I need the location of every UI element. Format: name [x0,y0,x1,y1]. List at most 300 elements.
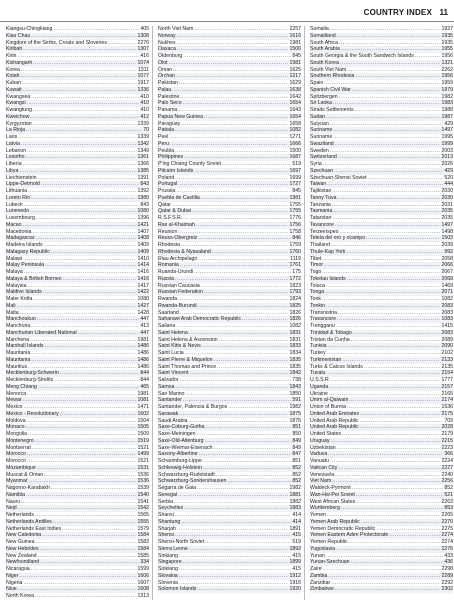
entry-page-number: 1077 [137,73,149,80]
index-entry [6,526,149,533]
entry-country-name: Mali [6,302,16,309]
entry-country-name: Luxembourg [6,215,35,221]
dot-leader [353,330,441,337]
index-entry [158,458,301,465]
dot-leader [21,499,136,506]
index-entry [310,215,453,222]
entry-country-name: Suiyuan [310,120,329,127]
entry-country-name: Saxe-Coburg-Gotha [158,424,205,431]
dot-leader [54,377,139,384]
index-entry [6,485,149,492]
entry-country-name: Zaire [310,566,322,572]
dot-leader [338,465,440,472]
index-entry [310,168,453,175]
dot-leader [329,384,440,391]
entry-country-name: Nicaragua [6,566,30,572]
dot-leader [181,519,291,526]
entry-country-name: Paraguay [158,120,181,127]
entry-country-name: Szechuan-Shensi Soviet [310,174,367,181]
entry-country-name: Olot [158,59,168,66]
index-entry [158,87,301,94]
dot-leader [334,168,443,175]
index-entry [310,546,453,553]
index-columns [6,26,453,600]
entry-country-name: Patiala [158,127,174,134]
dot-leader [332,478,440,485]
entry-page-number: 844 [140,377,149,383]
entry-country-name: Malaya & British Borneo [6,275,62,282]
dot-leader [349,539,441,546]
dot-leader [349,397,440,404]
dot-leader [178,181,288,188]
index-entry [158,175,301,182]
index-entry [158,60,301,67]
index-entry [158,445,301,452]
index-entry [158,289,301,296]
index-entry [158,296,301,303]
entry-country-name: Uganda [310,383,329,390]
entry-page-number: 1555 [137,518,149,525]
index-entry [310,242,453,249]
entry-country-name: Lithuania [6,188,28,194]
index-entry [310,431,453,438]
entry-country-name: Reuss-Obergreiz [158,235,198,242]
entry-page-number: 2102 [441,350,453,356]
dot-leader [327,512,440,519]
entry-page-number: 1585 [137,552,149,559]
dot-leader [26,127,142,134]
index-entry [310,397,453,404]
index-entry [310,586,453,593]
dot-leader [366,235,440,242]
entry-country-name: Marchena [6,336,30,343]
index-entry [158,303,301,310]
dot-leader [63,276,137,283]
index-entry [6,337,149,344]
entry-country-name: Santander [158,397,182,404]
index-entry [158,499,301,506]
dot-leader [30,114,139,121]
entry-country-name: United Arab Republic [310,424,359,431]
index-entry [158,418,301,425]
entry-page-number: 2026 [441,161,453,167]
dot-leader [172,87,288,94]
index-entry [158,148,301,155]
entry-page-number: 1982 [441,93,453,100]
entry-country-name: Slovakia [158,572,178,579]
entry-page-number: 1579 [137,525,149,532]
dot-leader [33,107,139,114]
dot-leader [186,391,289,398]
entry-page-number: 1981 [289,194,301,201]
entry-country-name: Malay Peninsula [6,262,45,269]
entry-country-name: Saxe-Old-Altenburg [158,437,204,444]
entry-page-number: 1882 [289,498,301,505]
entry-page-number: 1408 [137,235,149,242]
index-entry [158,370,301,377]
index-entry [310,276,453,283]
entry-country-name: Venezuela [310,471,335,478]
dot-leader [28,188,136,195]
entry-page-number: 1503 [441,235,453,242]
entry-country-name: Papua New Guinea [158,113,203,120]
index-entry [310,202,453,209]
entry-country-name: Newfoundland [6,559,40,566]
dot-leader [217,364,288,371]
dot-leader [53,26,139,33]
dot-leader [201,195,289,202]
entry-page-number: 2262 [441,66,453,73]
entry-country-name: Qatar & Dubai [158,208,191,215]
index-entry [158,121,301,128]
dot-leader [51,249,137,256]
entry-country-name: Tristan da Cunha [310,336,350,343]
entry-page-number: 1366 [137,161,149,167]
index-entry [310,384,453,391]
index-entry [158,53,301,60]
header-title: COUNTRY INDEX [363,8,432,17]
index-entry [310,370,453,377]
dot-leader [322,269,440,276]
index-entry [310,161,453,168]
index-entry [158,377,301,384]
entry-country-name: Mauritania [6,350,31,356]
entry-page-number: 70 [143,127,149,134]
index-entry [6,283,149,290]
entry-page-number: 447 [140,316,149,323]
entry-page-number: 847 [292,451,301,458]
entry-page-number: 1416 [137,269,149,275]
entry-page-number: 1531 [137,464,149,471]
entry-country-name: Taiwan [310,181,327,188]
entry-page-number: 846 [292,235,301,242]
index-entry [158,553,301,560]
dot-leader [330,26,441,33]
entry-country-name: Rhodesia & Nyasaland [158,248,211,255]
entry-country-name: Union of Burma [310,404,347,410]
dot-leader [31,350,136,357]
entry-page-number: 2224 [441,458,453,464]
entry-country-name: Niue [6,586,17,593]
entry-country-name: Tajikistan [310,188,332,194]
entry-country-name: Spanish Civil War [310,86,351,93]
index-entry [6,67,149,74]
entry-country-name: Suriname [310,127,333,134]
entry-country-name: Yemen Republic [310,539,348,545]
entry-country-name: New Hebrides [6,545,39,552]
entry-page-number: 1654 [289,100,301,107]
index-entry [158,580,301,587]
entry-country-name: South Africa [310,39,338,46]
entry-page-number: 429 [444,167,453,174]
entry-page-number: 1756 [289,221,301,228]
entry-country-name: Kuban [6,80,22,86]
dot-leader [35,593,136,600]
dot-leader [60,370,140,377]
entry-page-number: 1875 [289,410,301,417]
dot-leader [183,397,291,404]
dot-leader [27,148,136,155]
index-entry [6,60,149,67]
index-entry [310,451,453,458]
index-entry [158,80,301,87]
entry-page-number: 1638 [289,86,301,93]
entry-country-name: Somalia [310,26,329,32]
entry-page-number: 2227 [441,464,453,471]
dot-leader [177,33,289,40]
entry-page-number: 1396 [137,215,149,221]
index-entry [158,330,301,337]
entry-page-number: 1565 [137,512,149,518]
entry-page-number: 1995 [441,134,453,140]
index-entry [310,181,453,188]
entry-country-name: Russian Caucasia [158,282,200,289]
dot-leader [17,303,137,310]
dot-leader [335,141,441,148]
entry-country-name: Tuvalu [310,370,326,377]
entry-page-number: 1761 [289,262,301,269]
entry-page-number: 1772 [289,275,301,282]
index-entry [310,323,453,330]
entry-page-number: 1082 [289,127,301,134]
dot-leader [35,438,137,445]
dot-leader [175,532,291,539]
index-entry [310,478,453,485]
entry-country-name: Saint Lucia [158,350,184,356]
entry-page-number: 1308 [137,32,149,39]
dot-leader [197,485,288,492]
entry-country-name: Tokelau Islands [310,275,346,282]
dot-leader [326,370,440,377]
dot-leader [204,289,288,296]
index-entry [310,438,453,445]
index-entry [158,222,301,229]
entry-country-name: Lunenedo [6,208,30,215]
dot-leader [28,431,136,438]
index-entry [6,269,149,276]
index-entry [158,546,301,553]
entry-page-number: 844 [140,370,149,377]
index-entry [310,53,453,60]
dot-leader [173,67,288,74]
dot-leader [228,404,288,411]
entry-page-number: 2302 [441,586,453,593]
dot-leader [335,586,441,593]
dot-leader [219,337,289,344]
index-entry [6,215,149,222]
entry-country-name: Sinkiang [158,566,178,572]
dot-leader [242,316,288,323]
entry-page-number: 1536 [441,404,453,410]
entry-page-number: 1422 [137,289,149,296]
entry-page-number: 843 [140,201,149,208]
dot-leader [216,472,292,479]
entry-country-name: Tonkin [310,302,325,309]
page-number: 11 [439,8,448,17]
index-entry [158,215,301,222]
entry-country-name: Latvia [6,140,20,147]
dot-leader [18,505,137,512]
dot-leader [60,411,137,418]
entry-country-name: Transnistria [310,309,337,316]
entry-country-name: Norway [158,32,176,39]
dot-leader [31,94,139,101]
dot-leader [23,580,136,587]
dot-leader [23,222,137,229]
entry-page-number: 1336 [137,86,149,93]
entry-page-number: 1824 [289,296,301,302]
index-entry [6,73,149,80]
entry-country-name: Meng Chiang [6,383,37,390]
entry-page-number: 2083 [441,329,453,336]
entry-page-number: 1486 [137,356,149,363]
entry-page-number: 1428 [137,309,149,316]
dot-leader [177,46,289,53]
index-entry [6,188,149,195]
index-entry [158,107,301,114]
entry-country-name: Serbia [158,498,173,505]
dot-leader [197,586,288,593]
index-entry [158,316,301,323]
index-entry [158,451,301,458]
entry-country-name: Malaya [6,269,23,275]
index-entry [6,465,149,472]
dot-leader [18,134,136,141]
dot-leader [180,310,289,317]
dot-leader [340,60,441,67]
index-entry [310,411,453,418]
entry-country-name: South Georgia & the South Sandwich Islands [310,53,414,59]
entry-country-name: U.S.S.R. [310,377,331,383]
entry-country-name: North Viet Nam [158,26,194,32]
entry-country-name: Travancore [310,316,337,323]
entry-page-number: 1616 [289,32,301,39]
entry-country-name: South Korea [310,59,339,66]
entry-country-name: Panama [158,107,178,113]
entry-page-number: 1697 [289,167,301,174]
dot-leader [324,80,440,87]
dot-leader [197,431,292,438]
entry-country-name: Russian Federation [158,289,203,296]
entry-page-number: 465 [140,383,149,390]
entry-country-name: Saint Helena & Ascension [158,336,218,343]
entry-page-number: 1831 [289,329,301,336]
entry-page-number: 2083 [441,302,453,309]
dot-leader [31,323,139,330]
dot-leader [347,404,440,411]
entry-country-name: Zanzibar [310,579,331,586]
entry-country-name: Zimbabwe [310,586,334,593]
index-entry [310,289,453,296]
index-entry [310,303,453,310]
index-entry [158,188,301,195]
index-entry [6,553,149,560]
entry-country-name: Kwangsi [6,100,26,107]
dot-leader [337,445,441,452]
entry-page-number: 415 [292,552,301,559]
entry-country-name: Shensi-North Soviet [158,539,205,545]
entry-country-name: Seychelles [158,505,184,512]
entry-page-number: 1835 [289,363,301,370]
entry-page-number: 410 [140,100,149,107]
entry-country-name: Libya [6,167,19,174]
dot-leader [178,492,288,499]
dot-leader [27,418,137,425]
dot-leader [177,526,289,533]
dot-leader [32,229,136,236]
dot-leader [322,296,440,303]
index-entry [158,526,301,533]
entry-page-number: 415 [292,532,301,539]
entry-page-number: 519 [292,539,301,545]
dot-leader [38,175,137,182]
dot-leader [339,40,440,47]
index-entry [158,532,301,539]
index-entry [310,60,453,67]
entry-page-number: 1409 [137,248,149,255]
entry-country-name: Timor [310,262,324,269]
entry-country-name: Namibia [6,491,26,498]
entry-page-number: 1823 [289,282,301,289]
entry-country-name: Oldenburg [158,53,183,59]
dot-leader [20,310,137,317]
entry-country-name: Terzeerspeo [310,228,339,235]
entry-country-name: P'ing Chiang County Soviet [158,161,221,167]
entry-country-name: Myanmar [6,478,28,485]
index-entry [158,141,301,148]
entry-page-number: 852 [292,471,301,478]
dot-leader [327,350,441,357]
entry-country-name: Kwangtung [6,107,32,113]
entry-country-name: Netherlands [6,512,34,518]
entry-country-name: Viet Nam [310,478,332,485]
dot-leader [189,330,289,337]
entry-page-number: 447 [140,329,149,336]
entry-page-number: 413 [140,323,149,329]
entry-page-number: 2165 [441,390,453,397]
entry-page-number: 1981 [137,336,149,343]
dot-leader [36,215,137,222]
entry-page-number: 1339 [137,134,149,140]
index-entry [6,539,149,546]
entry-page-number: 1414 [137,262,149,269]
entry-page-number: 1727 [289,181,301,188]
dot-leader [27,391,136,398]
dot-leader [23,397,137,404]
entry-country-name: Shansi [158,512,174,518]
entry-page-number: 1983 [441,100,453,107]
index-entry [6,181,149,188]
index-entry [158,539,301,546]
entry-page-number: 2066 [441,262,453,269]
entry-country-name: Kotah [6,73,20,80]
index-entry [158,242,301,249]
entry-country-name: United Arab Emirates [310,410,360,417]
dot-leader [18,586,137,593]
entry-page-number: 1521 [137,458,149,464]
entry-page-number: 2179 [441,431,453,437]
entry-country-name: Kweichow [6,113,30,120]
dot-leader [23,46,137,53]
entry-country-name: Somaliland [310,32,336,39]
entry-page-number: 1876 [289,417,301,424]
entry-country-name: Tibet [310,255,322,262]
entry-page-number: 2067 [441,269,453,275]
entry-page-number: 845 [292,53,301,59]
entry-page-number: 2013 [441,154,453,161]
dot-leader [27,100,140,107]
entry-page-number: 850 [292,431,301,437]
